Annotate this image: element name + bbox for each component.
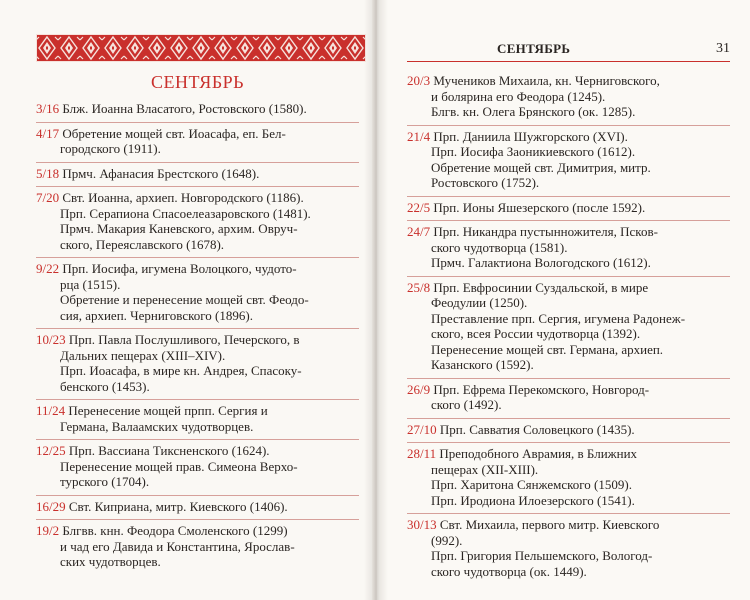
calendar-entry xyxy=(36,258,359,329)
calendar-entry xyxy=(36,400,359,440)
entry-date: 19/2 xyxy=(36,523,60,538)
calendar-entry xyxy=(407,277,730,379)
calendar-entry xyxy=(407,197,730,222)
entry-text: Прп. Вассиана Тиксненского (1624). xyxy=(68,443,270,458)
entry-text: рца (1515). xyxy=(60,276,121,292)
running-head xyxy=(407,39,730,57)
calendar-entry xyxy=(36,496,359,521)
entry-date: 25/8 xyxy=(407,279,431,295)
entry-text: Свт. Иоанна, архиеп. Новгородского (1186). xyxy=(62,190,304,205)
entry-text: Обретение и перенесение мощей свт. Феодо- xyxy=(60,292,309,307)
entry-text: ского чудотворца (1581). xyxy=(431,239,568,255)
entry-text: пещерах (XII-XIII). xyxy=(431,461,539,477)
entry-text: ских чудотворцев. xyxy=(60,554,161,569)
calendar-entry xyxy=(407,379,730,419)
entry-date: 20/3 xyxy=(407,73,431,88)
entry-text: Обретение мощей свт. Иоасафа, еп. Бел- xyxy=(62,125,286,141)
entry-date: 9/22 xyxy=(36,261,60,276)
entry-text: Свт. Киприана, митр. Киевского (1406). xyxy=(68,498,288,514)
right-page xyxy=(377,0,750,600)
calendar-entry xyxy=(36,520,359,575)
calendar-entry xyxy=(36,98,359,123)
entry-date: 5/18 xyxy=(36,165,60,181)
calendar-entry xyxy=(36,163,359,188)
calendar-entry xyxy=(407,221,730,277)
entry-text: Блгвв. кнн. Феодора Смоленского (1299) xyxy=(62,523,288,538)
entry-text: Перенесение мощей свт. Германа, архиеп. xyxy=(431,341,664,357)
entry-date: 24/7 xyxy=(407,224,431,239)
section-title: СЕНТЯБРЬ xyxy=(151,72,244,92)
entry-text: Перенесение мощей прав. Симеона Верхо- xyxy=(60,458,298,474)
entry-text: Прмч. Макария Каневского, архим. Овруч- xyxy=(60,221,298,236)
entry-text: Блж. Иоанна Власатого, Ростовского (1580). xyxy=(62,101,307,116)
entry-text: ского (1492). xyxy=(431,397,502,412)
entry-text: сия, архиеп. Черниговского (1896). xyxy=(60,307,253,323)
entry-date: 28/11 xyxy=(407,446,437,461)
entry-text: Прмч. Афанасия Брестского (1648). xyxy=(62,165,260,181)
entry-date: 30/13 xyxy=(407,517,437,532)
entry-text: Казанского (1592). xyxy=(431,357,534,372)
entry-text: Прмч. Галактиона Вологодского (1612). xyxy=(431,255,651,270)
left-entries xyxy=(36,98,359,575)
entry-text: Обретение мощей свт. Димитрия, митр. xyxy=(431,159,651,175)
header-rule xyxy=(407,61,730,62)
entry-text: Прп. Иоасафа, в миpe кн. Андрея, Спасоку- xyxy=(60,363,302,378)
entry-text: Преподобного Аврамия, в Ближних xyxy=(439,446,638,461)
entry-text: Блгв. кн. Олега Брянского (ок. 1285). xyxy=(431,104,636,119)
entry-date: 10/23 xyxy=(36,332,66,347)
entry-text: турского (1704). xyxy=(60,474,150,489)
entry-text: Прп. Ионы Яшезерского (после 1592). xyxy=(433,199,646,215)
entry-text: Германа, Валаамских чудотворцев. xyxy=(60,418,254,434)
entry-text: Прп. Харитона Сянжемского (1509). xyxy=(431,477,632,492)
entry-text: Преставление прп. Сергия, игумена Радонеж- xyxy=(431,310,686,326)
calendar-entry xyxy=(407,514,730,584)
entry-text: Прп. Савватия Соловецкого (1435). xyxy=(439,421,635,437)
entry-date: 4/17 xyxy=(36,125,60,141)
entry-text: ского, Переяславского (1678). xyxy=(60,236,225,252)
calendar-entry xyxy=(36,440,359,496)
entry-text: и чад его Давида и Константина, Ярослав- xyxy=(60,538,295,554)
entry-date: 7/20 xyxy=(36,190,60,205)
entry-text: Прп. Иродиона Илоезерского (1541). xyxy=(431,492,635,508)
calendar-entry xyxy=(407,419,730,444)
entry-date: 21/4 xyxy=(407,128,431,144)
entry-text: Прп. Иосифа Заоникиевского (1612). xyxy=(431,144,636,159)
entry-date: 26/9 xyxy=(407,381,431,397)
entry-text: ского чудотворца (ок. 1449). xyxy=(431,563,587,579)
entry-date: 16/29 xyxy=(36,498,66,514)
entry-text: городского (1911). xyxy=(60,141,161,156)
calendar-entry xyxy=(407,126,730,197)
left-page xyxy=(0,0,372,600)
entry-text: Прп. Никандра пустынножителя, Псков- xyxy=(433,224,658,239)
entry-text: Перенесение мощей прпп. Сергия и xyxy=(68,403,268,418)
entry-text: ского, всея России чудотворца (1392). xyxy=(431,326,641,341)
right-entries xyxy=(407,70,730,584)
entry-date: 27/10 xyxy=(407,421,437,437)
book-gutter-shadow xyxy=(364,0,388,600)
entry-text: Прп. Иосифа, игумена Волоцкого, чудото- xyxy=(62,261,297,276)
entry-text: Ростовского (1752). xyxy=(431,175,540,190)
calendar-entry xyxy=(36,123,359,163)
entry-text: Свт. Михаила, первого митр. Киевского xyxy=(439,517,660,532)
entry-text: Мучеников Михаила, кн. Черниговского, xyxy=(433,73,660,88)
entry-text: бенского (1453). xyxy=(60,378,150,394)
calendar-entry xyxy=(36,187,359,258)
ornament-pattern xyxy=(36,34,366,62)
entry-date: 12/25 xyxy=(36,443,66,458)
entry-text: (992). xyxy=(431,532,463,548)
entry-text: Прп. Павла Послушливого, Печерского, в xyxy=(68,332,300,347)
running-head-title: СЕНТЯБРЬ xyxy=(497,41,571,56)
calendar-entry xyxy=(407,70,730,126)
entry-text: Прп. Григория Пельшемского, Вологод- xyxy=(431,548,653,563)
entry-text: Дальних пещерах (XIII–XIV). xyxy=(60,347,226,363)
entry-date: 3/16 xyxy=(36,101,60,116)
entry-text: и болярина его Феодора (1245). xyxy=(431,88,606,104)
entry-text: Прп. Ефрема Перекомского, Новгород- xyxy=(433,381,650,397)
entry-date: 11/24 xyxy=(36,403,66,418)
page-number: 31 xyxy=(716,41,730,56)
calendar-entry xyxy=(407,443,730,514)
calendar-entry xyxy=(36,329,359,400)
ornamental-header-band xyxy=(36,34,366,62)
entry-date: 22/5 xyxy=(407,199,431,215)
entry-text: Прп. Евфросинии Суздальской, в миpe xyxy=(433,279,649,295)
entry-text: Прп. Даниила Шужгорского (XVI). xyxy=(433,128,628,144)
entry-text: Прп. Серапиона Спасоелеазаровского (1481). xyxy=(60,205,311,221)
entry-text: Феодулии (1250). xyxy=(431,295,528,310)
